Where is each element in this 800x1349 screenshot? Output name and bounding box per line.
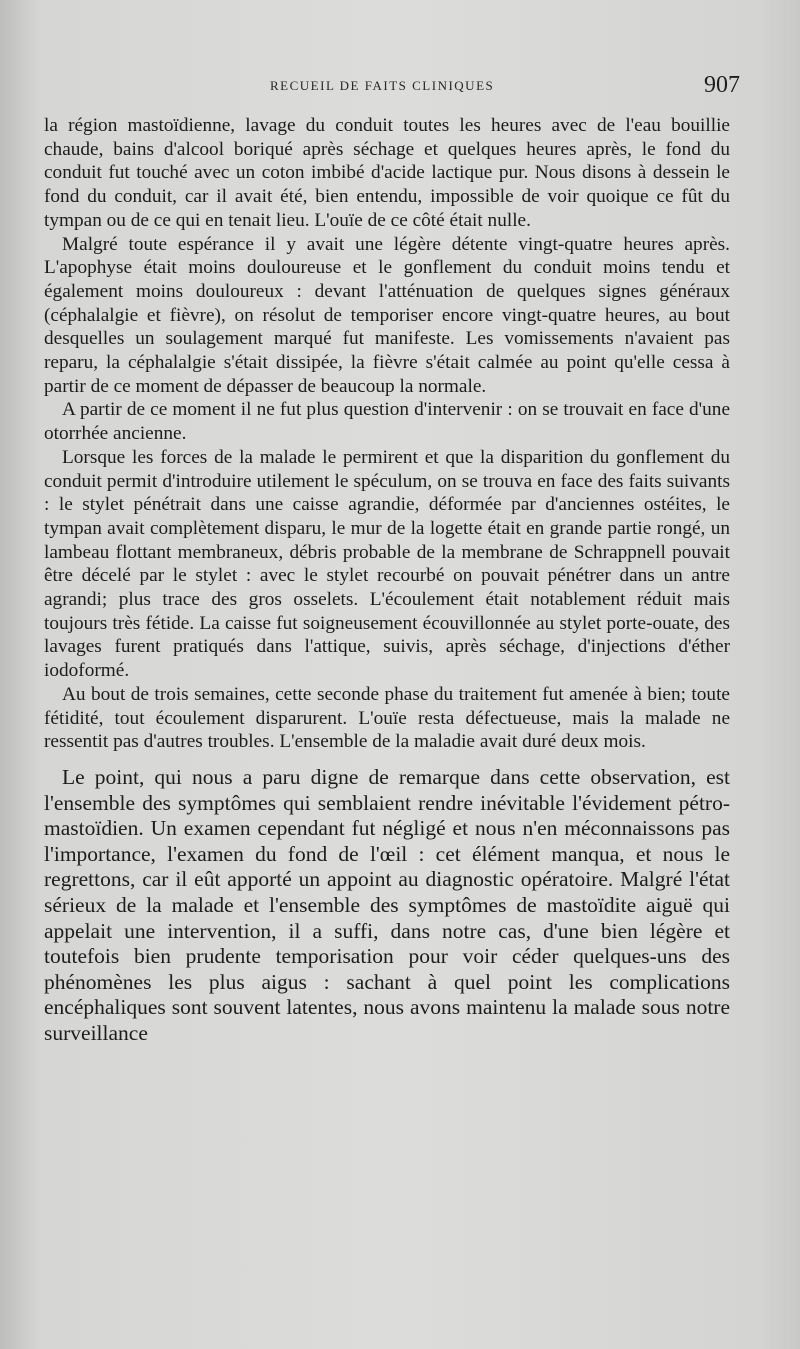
paragraph: Malgré toute espérance il y avait une légère détente vingt-quatre heures après. L'apophyse était moins douloureuse et le gonflement du conduit moins tendu et également moins douloureux : devant l'atténuation de quelques signes généraux (céphalalgie et fièvre), on résolut de temporiser encore vingt-quatre heures, au bout desquelles un soulagement marqué fut manifeste. Les vomissements n'avaient pas reparu, la céphalalgie s'était dissipée, la fièvre s'était calmée au point qu'elle cessa à partir de ce moment de dépasser de beaucoup la normale. xyxy=(44,233,730,397)
page-header xyxy=(40,68,740,108)
paragraph: Lorsque les forces de la malade le permirent et que la disparition du gonflement du conduit permit d'introduire utilement le spéculum, on se trouva en face des faits suivants : le stylet pénétrait dans une caisse agrandie, déformée par d'anciennes ostéites, le tympan avait complètement disparu, le mur de la logette était en grande partie rongé, un lambeau flottant membraneux, débris probable de la membrane de Schrappnell pouvait être décelé par le stylet : avec le stylet recourbé on pouvait pénétrer dans un antre agrandi; plus trace des gros osselets. L'écoulement était notablement réduit mais toujours très fétide. La caisse fut soigneusement écouvillonnée au stylet porte-ouate, des lavages furent pratiqués dans l'attique, suivis, après séchage, d'injections d'éther iodoformé. xyxy=(44,446,730,682)
paragraph: A partir de ce moment il ne fut plus question d'intervenir : on se trouvait en face d'une otorrhée ancienne. xyxy=(44,399,730,445)
paragraph: la région mastoïdienne, lavage du conduit toutes les heures avec de l'eau bouillie chaude, bains d'alcool boriqué après séchage et quelques heures après, le fond du conduit fut touché avec un coton imbibé d'acide lactique pur. Nous disons à dessein le fond du conduit, car il avait été, bien entendu, impossible de voir quoique ce fût du tympan ou de ce qui en tenait lieu. L'ouïe de ce côté était nulle. xyxy=(44,115,730,231)
discussion-text xyxy=(44,765,730,1047)
running-title: RECUEIL DE FAITS CLINIQUES xyxy=(270,78,495,93)
paragraph: Au bout de trois semaines, cette seconde phase du traitement fut amenée à bien; toute fétidité, tout écoulement disparurent. L'ouïe resta défectueuse, mais la malade ne ressentit pas d'autres troubles. L'ensemble de la maladie avait duré deux mois. xyxy=(44,683,730,753)
page-body xyxy=(44,114,730,1047)
page-number: 907 xyxy=(704,72,740,98)
case-report-text xyxy=(44,114,730,754)
paragraph: Le point, qui nous a paru digne de remarque dans cette observation, est l'ensemble des symptômes qui semblaient rendre inévitable l'évidement pétro-mastoïdien. Un examen cependant fut négligé et nous n'en méconnaissons pas l'importance, l'examen du fond de l'œil : cet élément manqua, et nous le regrettons, car il eût apporté un appoint au diagnostic opératoire. Malgré l'état sérieux de la malade et l'ensemble des symptômes de mastoïdite aiguë qui appelait une intervention, il a suffi, dans notre cas, d'une bien légère et toutefois bien prudente temporisation pour voir céder quelques-uns des phénomènes les plus aigus : sachant à quel point les complications encéphaliques sont souvent latentes, nous avons maintenu la malade sous notre surveillance xyxy=(44,764,730,1045)
